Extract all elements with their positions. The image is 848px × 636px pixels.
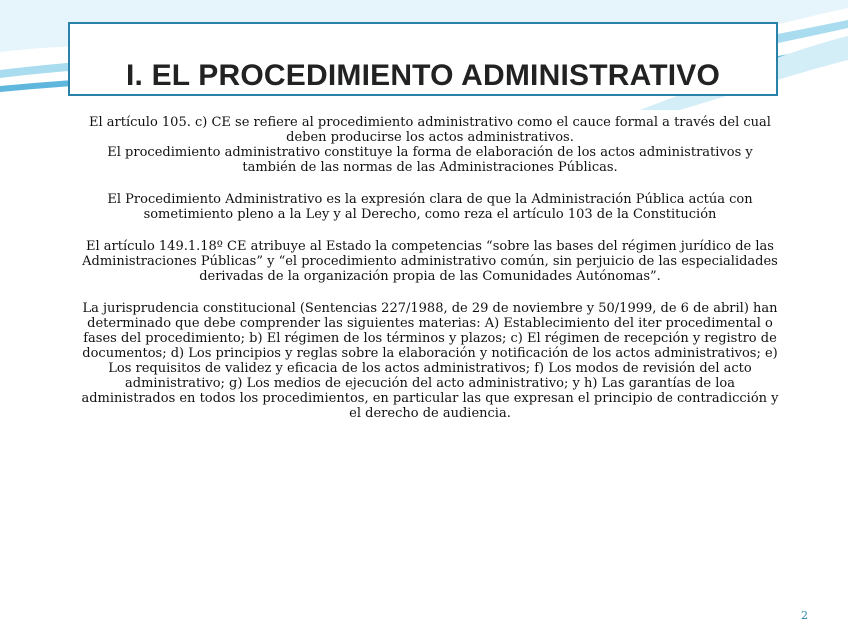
slide-body bbox=[80, 115, 780, 421]
page-number: 2 bbox=[801, 609, 808, 622]
paragraph-article-149: El artículo 149.1.18º CE atribuye al Estado la competencias “sobre las bases del régimen jurídico de las Administraciones Públicas” y “el procedimiento administrativo común, sin perjuicio de las especialidades derivadas de la organización propia de las Comunidades Autónomas”. bbox=[82, 239, 778, 284]
paragraph-jurisprudence: La jurisprudencia constitucional (Sentencias 227/1988, de 29 de noviembre y 50/1999, de 6 de abril) han determinado que debe comprender las siguientes materias: A) Establecimiento del iter procedimental o fases del procedimiento; b) El régimen de los términos y plazos; c) El régimen de recepción y registro de documentos; d) Los principios y reglas sobre la elaboración y notificación de los actos administrativos; e) Los requisitos de validez y eficacia de los actos administrativos; f) Los modos de revisión del acto administrativo; g) Los medios de ejecución del acto administrativo; y h) Las garantías de loa administrados en todos los procedimientos, en particular las que expresan el principio de contradicción y el derecho de audiencia. bbox=[81, 301, 779, 421]
slide-title: I. EL PROCEDIMIENTO ADMINISTRATIVO bbox=[125, 59, 721, 92]
paragraph-article-105: El artículo 105. c) CE se refiere al procedimiento administrativo como el cauce formal a través del cual deben producirse los actos administrativos. bbox=[89, 115, 771, 145]
paragraph-definition: El procedimiento administrativo constituye la forma de elaboración de los actos administrativos y también de las normas de las Administraciones Públicas. bbox=[107, 145, 753, 175]
paragraph-article-103: El Procedimiento Administrativo es la expresión clara de que la Administración Pública actúa con sometimiento pleno a la Ley y al Derecho, como reza el artículo 103 de la Constitución bbox=[107, 192, 753, 222]
title-box bbox=[68, 22, 778, 96]
